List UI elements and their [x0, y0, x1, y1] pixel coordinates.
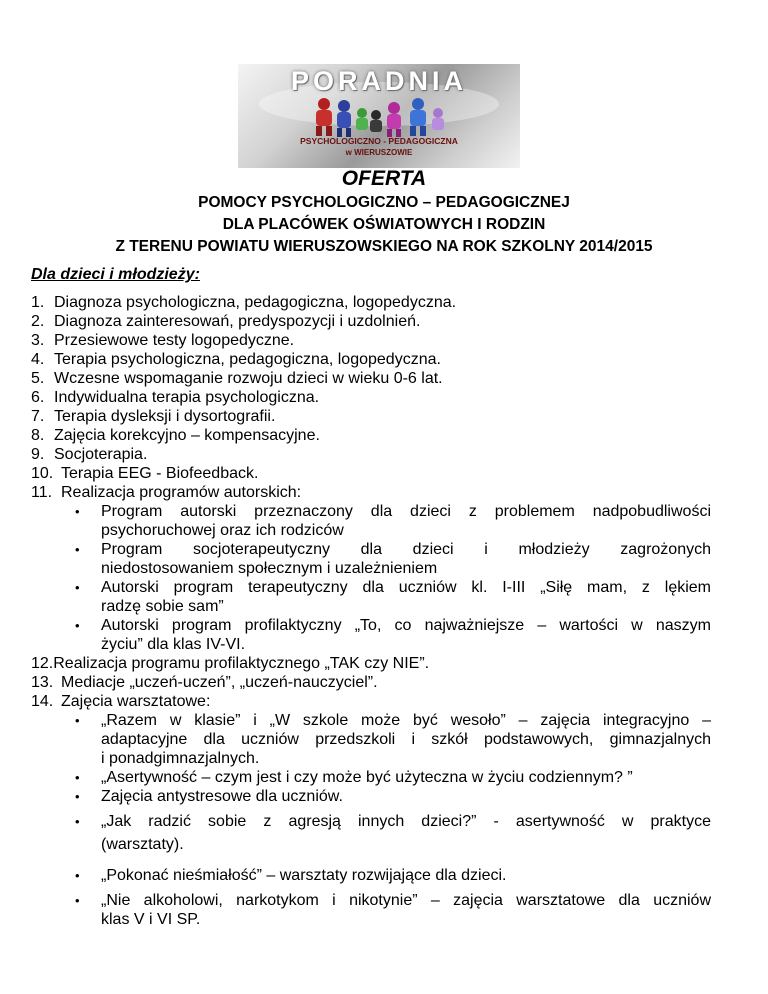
bullet-item — [31, 578, 711, 616]
bullet-line: „Jak radzić sobie z agresją innych dzieci?” - asertywność w praktyce — [101, 813, 711, 830]
item-number: 8. — [31, 427, 45, 444]
bullet-line: adaptacyjne dla uczniów przedszkoli i szkół podstawowych, gimnazjalnych — [101, 731, 711, 748]
item-number: 11. — [31, 484, 53, 501]
list-item — [31, 293, 711, 312]
list-item — [31, 673, 711, 692]
item-number: 9. — [31, 446, 45, 463]
bullet-item — [31, 812, 711, 854]
bullet-line: „Razem w klasie” i „W szkole może być wesoło” – zajęcia integracyjno – — [101, 712, 711, 729]
bullet-line: i ponadgimnazjalnych. — [101, 750, 260, 767]
figure-blue-2 — [410, 98, 426, 136]
figure-green — [356, 108, 368, 130]
bullet-icon: • — [75, 868, 80, 883]
bullet-item — [31, 502, 711, 540]
item-text: Zajęcia korekcyjno – kompensacyjne. — [54, 427, 320, 444]
list-item — [31, 331, 711, 350]
bullet-line: (warsztaty). — [101, 836, 184, 853]
item-number: 5. — [31, 370, 45, 387]
offer-list — [31, 293, 711, 929]
item-text: Wczesne wspomaganie rozwoju dzieci w wieku 0-6 lat. — [54, 370, 443, 387]
bullet-icon: • — [75, 893, 80, 908]
figure-violet — [432, 108, 444, 130]
item-text: Terapia EEG - Biofeedback. — [61, 465, 259, 482]
item-text: Mediacje „uczeń-uczeń”, „uczeń-nauczyciel”. — [61, 674, 378, 691]
bullet-item — [31, 540, 711, 578]
item-number: 4. — [31, 351, 45, 368]
bullet-icon: • — [75, 504, 80, 519]
bullet-item — [31, 866, 711, 885]
item-text: Realizacja programu profilaktycznego „TAK czy NIE”. — [53, 655, 430, 672]
logo-subtitle: PSYCHOLOGICZNO - PEDAGOGICZNA — [300, 136, 458, 146]
bullet-item — [31, 787, 711, 806]
heading-line-2: DLA PLACÓWEK OŚWIATOWYCH I RODZIN — [222, 216, 546, 233]
heading-line-1: POMOCY PSYCHOLOGICZNO – PEDAGOGICZNEJ — [198, 194, 570, 211]
item-number: 13. — [31, 674, 54, 691]
list-item — [31, 426, 711, 445]
figure-red — [316, 98, 332, 136]
item-text: Przesiewowe testy logopedyczne. — [54, 332, 295, 349]
bullet-line: Autorski program terapeutyczny dla uczniów kl. I-III „Siłę mam, z lękiem — [101, 579, 711, 596]
bullet-item — [31, 711, 711, 768]
bullet-icon: • — [75, 814, 80, 829]
list-item — [31, 692, 711, 711]
list-item — [31, 483, 711, 502]
figure-dark — [370, 110, 382, 132]
bullet-icon: • — [75, 789, 80, 804]
bullet-line: Zajęcia antystresowe dla uczniów. — [101, 788, 343, 805]
bullet-line: Program socjoterapeutyczny dla dzieci i młodzieży zagrożonych — [101, 541, 711, 558]
item-text: Realizacja programów autorskich: — [61, 484, 302, 501]
item-number: 7. — [31, 408, 45, 425]
section-title: Dla dzieci i młodzieży: — [31, 266, 200, 283]
list-item — [31, 654, 711, 673]
list-item — [31, 445, 711, 464]
logo-word: PORADNIA — [290, 66, 467, 96]
bullet-line: „Pokonać nieśmiałość” – warsztaty rozwijające dla dzieci. — [101, 867, 507, 884]
bullet-line: życiu” dla klas IV-VI. — [101, 636, 246, 653]
bullet-line: Program autorski przeznaczony dla dzieci z problemem nadpobudliwości — [101, 503, 711, 520]
bullet-item — [31, 768, 711, 787]
list-item — [31, 407, 711, 426]
item-number: 3. — [31, 332, 45, 349]
bullet-line: klas V i VI SP. — [101, 911, 201, 928]
list-item — [31, 350, 711, 369]
bullet-icon: • — [75, 770, 80, 785]
poradnia-logo — [238, 64, 520, 168]
item-number: 2. — [31, 313, 45, 330]
item-number: 10. — [31, 465, 54, 482]
list-item — [31, 388, 711, 407]
bullet-line: niedostosowaniem społecznym i uzależnieniem — [101, 560, 438, 577]
list-item — [31, 369, 711, 388]
item-text: Indywidualna terapia psychologiczna. — [54, 389, 320, 406]
item-number: 12. — [31, 655, 54, 672]
bullet-line: „Nie alkoholowi, narkotykom i nikotynie” – zajęcia warsztatowe dla uczniów — [101, 892, 711, 909]
figure-blue — [337, 100, 351, 137]
item-text: Zajęcia warsztatowe: — [61, 693, 211, 710]
item-text: Diagnoza zainteresowań, predyspozycji i uzdolnień. — [54, 313, 421, 330]
page-title: OFERTA — [341, 167, 427, 190]
bullet-line: Autorski program profilaktyczny „To, co najważniejsze – wartości w naszym — [101, 617, 711, 634]
bullet-line: „Asertywność – czym jest i czy może być użyteczna w życiu codziennym? ” — [101, 769, 633, 786]
bullet-icon: • — [75, 542, 80, 557]
bullet-line: psychoruchowej oraz ich rodziców — [101, 522, 344, 539]
bullet-item — [31, 616, 711, 654]
bullet-line: radzę sobie sam” — [101, 598, 224, 615]
item-number: 1. — [31, 294, 45, 311]
bullet-icon: • — [75, 618, 80, 633]
list-item — [31, 464, 711, 483]
item-text: Terapia psychologiczna, pedagogiczna, logopedyczna. — [54, 351, 441, 368]
heading-line-3: Z TERENU POWIATU WIERUSZOWSKIEGO NA ROK SZKOLNY 2014/2015 — [115, 238, 653, 255]
bullet-item — [31, 891, 711, 929]
logo-location: w WIERUSZOWIE — [345, 148, 413, 157]
item-number: 6. — [31, 389, 45, 406]
item-text: Socjoterapia. — [54, 446, 148, 463]
figure-magenta — [387, 102, 401, 137]
item-text: Diagnoza psychologiczna, pedagogiczna, logopedyczna. — [54, 294, 457, 311]
bullet-icon: • — [75, 580, 80, 595]
item-text: Terapia dysleksji i dysortografii. — [54, 408, 276, 425]
bullet-icon: • — [75, 713, 80, 728]
item-number: 14. — [31, 693, 54, 710]
list-item — [31, 312, 711, 331]
